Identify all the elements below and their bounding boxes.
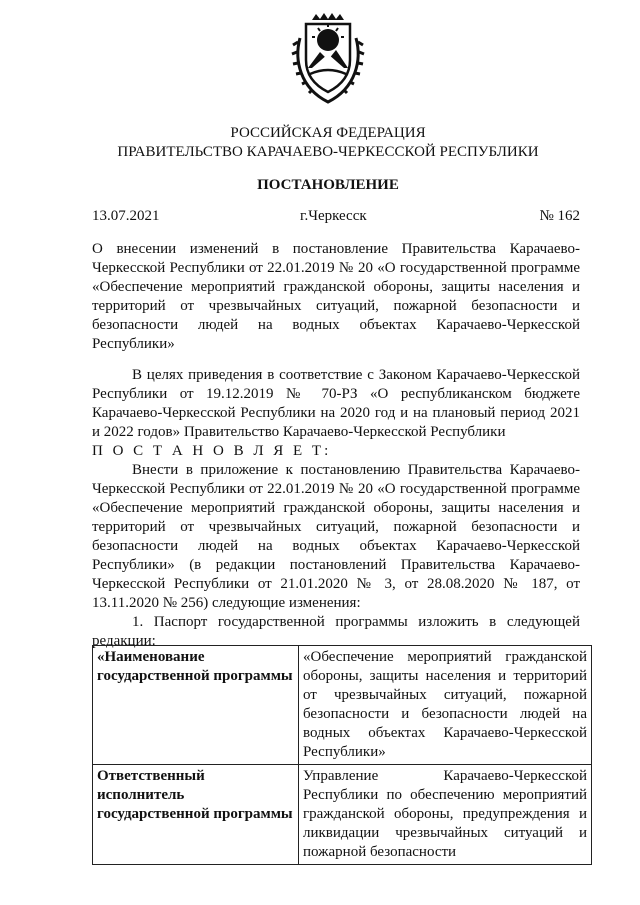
resolves-heading: П О С Т А Н О В Л Я Е Т: bbox=[92, 443, 332, 459]
table-cell-value: «Обеспечение мероприятий гражданской обороны, защиты населения и территорий от чрезвычайных ситуаций, пожарной безопасности и безопасности людей на водных объектах Карачаево-Черкесской Республики» bbox=[299, 646, 592, 765]
amendment-paragraph: Внести в приложение к постановлению Правительства Карачаево-Черкесской Республики от 22.01.2019 № 20 «О государственной программе «Обеспечение мероприятий гражданской обороны, защиты населения и территорий от чрезвычайных ситуаций, пожарной безопасности и безопасности людей на водных объектах Карачаево-Черкесской Республики» (в редакции постановлений Правительства Карачаево-Черкесской Республики от 21.01.2020 № 3, от 28.08.2020 № 187, от 13.11.2020 № 256) следующие изменения: bbox=[92, 462, 580, 611]
document-body bbox=[92, 366, 580, 651]
country-heading: РОССИЙСКАЯ ФЕДЕРАЦИЯ bbox=[230, 125, 426, 141]
government-heading: ПРАВИТЕЛЬСТВО КАРАЧАЕВО-ЧЕРКЕССКОЙ РЕСПУБЛИКИ bbox=[117, 144, 539, 160]
table-row bbox=[93, 765, 592, 865]
document-type-title: ПОСТАНОВЛЕНИЕ bbox=[257, 177, 399, 193]
table-cell-key: Ответственный исполнитель государственной программы bbox=[93, 765, 299, 865]
document-date: 13.07.2021 bbox=[92, 208, 160, 224]
document-number: № 162 bbox=[539, 208, 580, 224]
document-city: г.Черкесск bbox=[300, 208, 367, 224]
table-cell-key: «Наименование государственной программы bbox=[93, 646, 299, 765]
preamble-paragraph: В целях приведения в соответствие с Законом Карачаево-Черкесской Республики от 19.12.2019 № 70-РЗ «О республиканском бюджете Карачаево-Черкесской Республики на 2020 год и на плановый период 2021 и 2022 годов» Правительство Карачаево-Черкесской Республики bbox=[92, 367, 580, 440]
table-row bbox=[93, 646, 592, 765]
table-cell-value: Управление Карачаево-Черкесской Республики по обеспечению мероприятий гражданской обороны, предупреждения и ликвидации чрезвычайных ситуаций и пожарной безопасности bbox=[299, 765, 592, 865]
program-passport-table bbox=[92, 645, 592, 865]
coat-of-arms-emblem bbox=[290, 10, 366, 106]
document-subject: О внесении изменений в постановление Правительства Карачаево-Черкесской Республики от 22.01.2019 № 20 «О государственной программе «Обеспечение мероприятий гражданской обороны, защиты населения и территорий от чрезвычайных ситуаций, пожарной безопасности и безопасности людей на водных объектах Карачаево-Черкесской Республики» bbox=[92, 241, 580, 352]
item-1-paragraph: 1. Паспорт государственной программы изложить в следующей редакции: bbox=[92, 614, 580, 649]
